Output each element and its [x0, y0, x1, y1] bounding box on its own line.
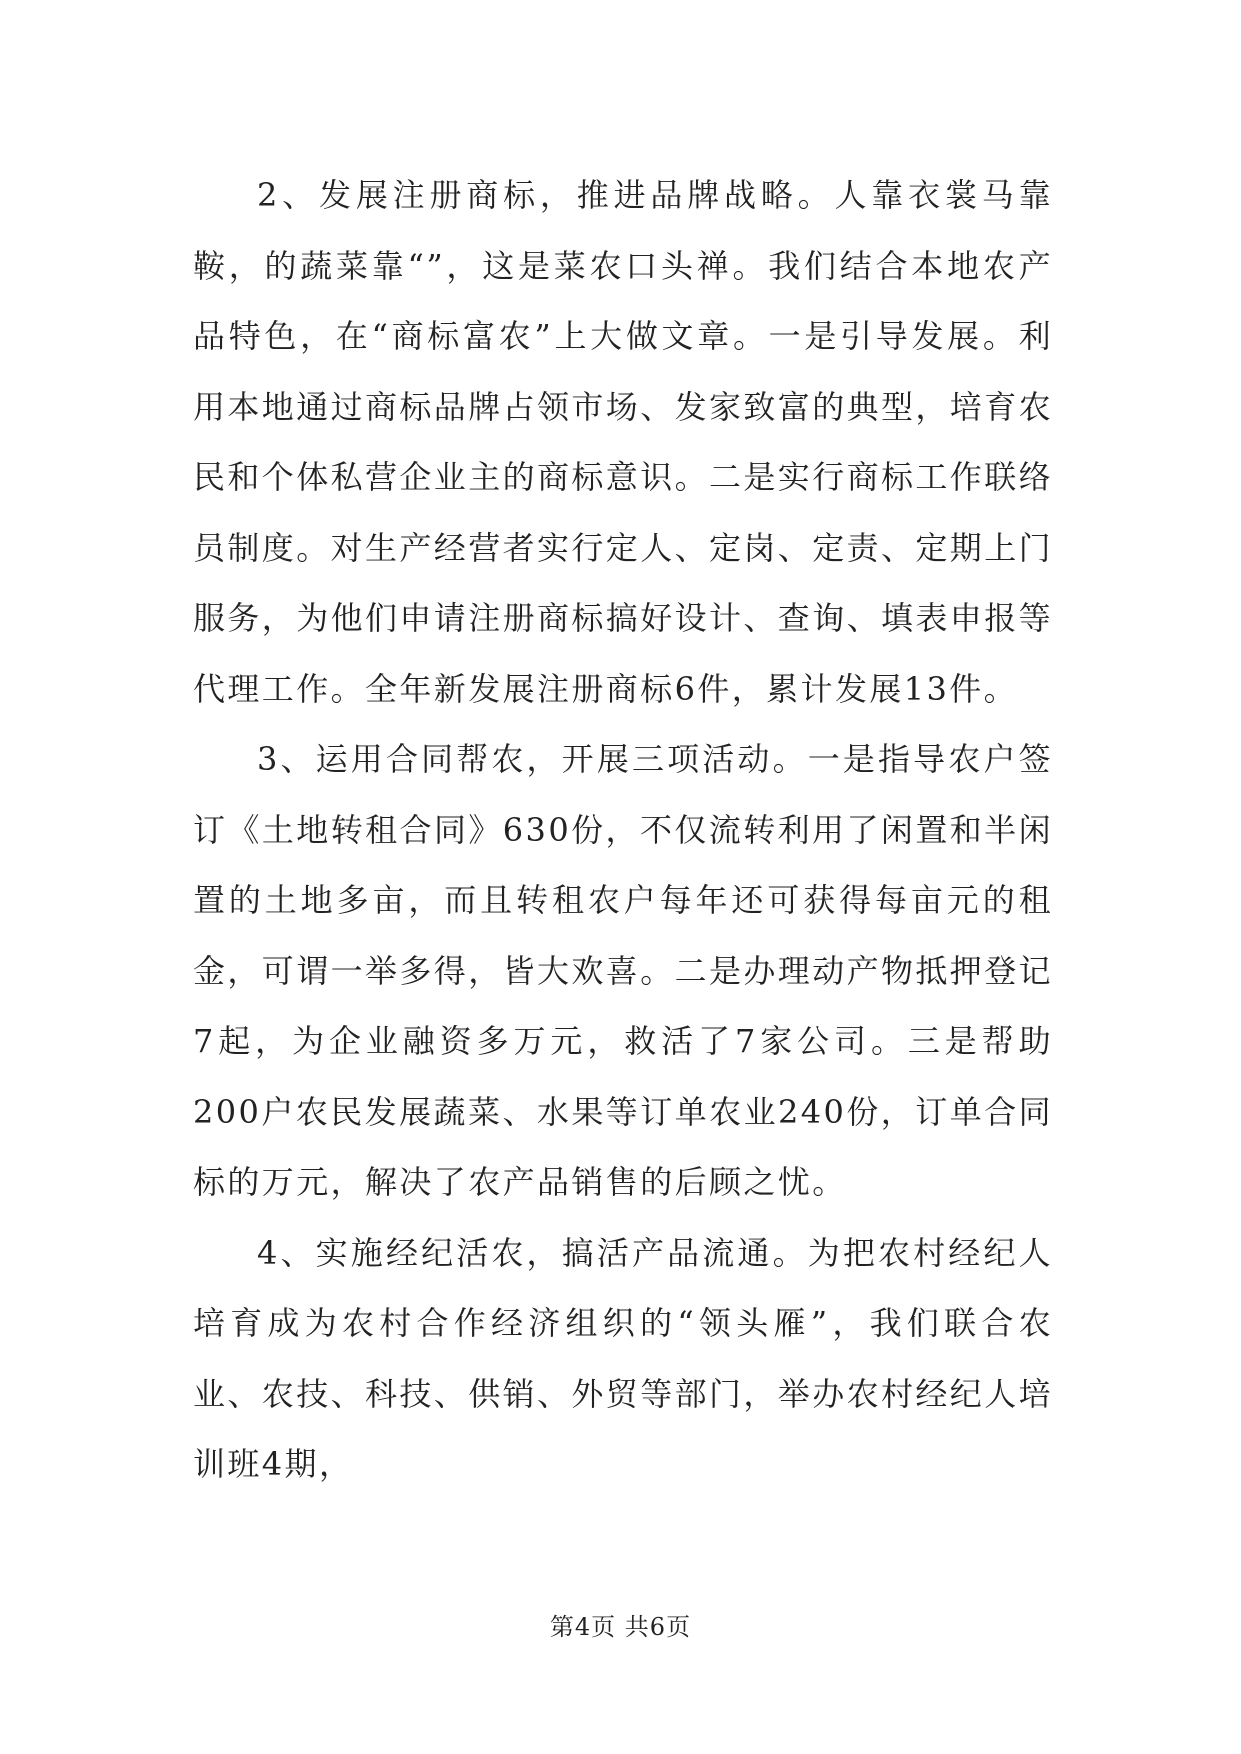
paragraph-trademark: 2、发展注册商标，推进品牌战略。人靠衣裳马靠鞍，的蔬菜靠“”，这是菜农口头禅。我们结合本地农产品特色，在“商标富农”上大做文章。一是引导发展。利用本地通过商标品牌占领市场、发家致富的典型，培育农民和个体私营企业主的商标意识。二是实行商标工作联络员制度。对生产经营者实行定人、定岗、定责、定期上门服务，为他们申请注册商标搞好设计、查询、填表申报等代理工作。全年新发展注册商标6件，累计发展13件。 — [193, 176, 1054, 708]
paragraph-broker: 4、实施经纪活农，搞活产品流通。为把农村经纪人培育成为农村合作经济组织的“领头雁”，我们联合农业、农技、科技、供销、外贸等部门，举办农村经纪人培训班4期， — [193, 1233, 1054, 1483]
page-footer: 第4页 共6页 — [549, 1613, 692, 1641]
paragraph-contract: 3、运用合同帮农，开展三项活动。一是指导农户签订《土地转租合同》630份，不仅流转利用了闲置和半闲置的土地多亩，而且转租农户每年还可获得每亩元的租金，可谓一举多得，皆大欢喜。二是办理动产物抵押登记7起，为企业融资多万元，救活了7家公司。三是帮助200户农民发展蔬菜、水果等订单农业240份，订单合同标的万元，解决了农产品销售的后顾之忧。 — [193, 740, 1054, 1201]
document-body — [193, 160, 1053, 1500]
